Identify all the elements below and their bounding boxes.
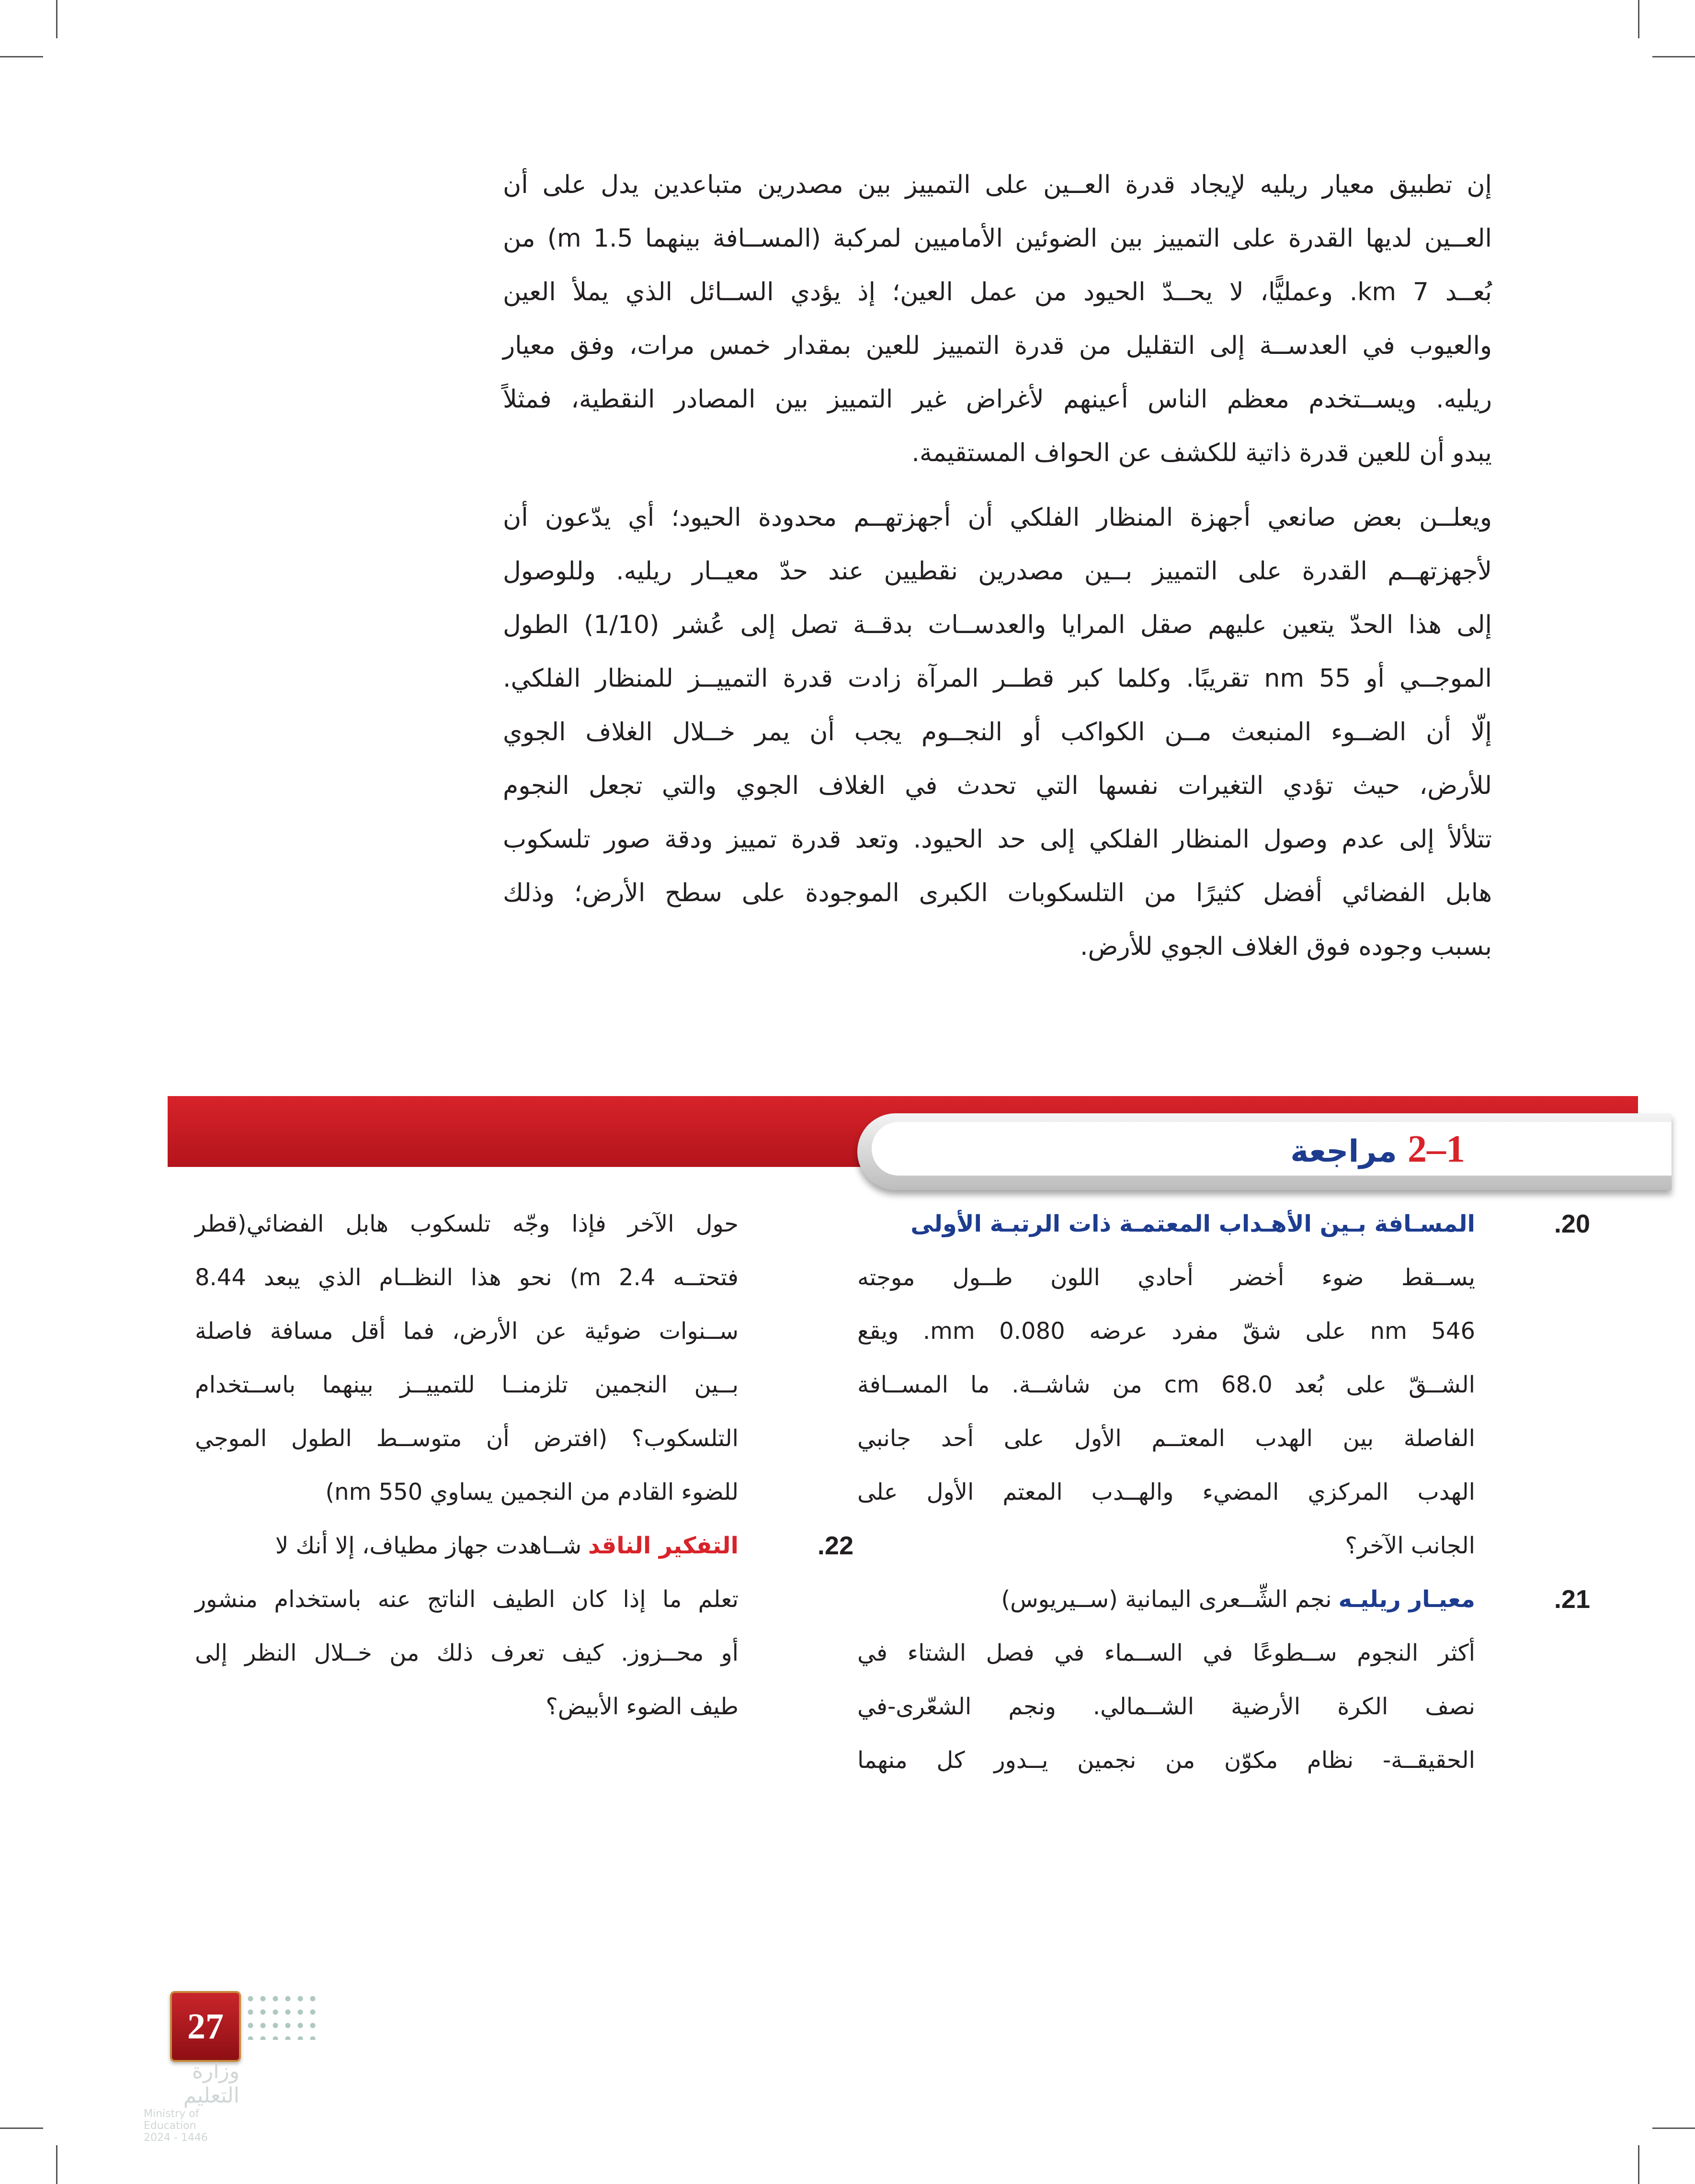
text-line: العــين لديها القدرة على التمييز بين الضوئين الأماميين لمركبة (المســافة بينهما 1.5 m) من	[503, 224, 1492, 253]
logo-subtext: Ministry of Education	[144, 2108, 199, 2132]
text-line: هابل الفضائي أفضل كثيرًا من التلسكوبات الكبرى الموجودة على سطح الأرض؛ وذلك	[503, 879, 1492, 907]
text-line: بــين النجمين تلزمنــا للتمييــز بينهما باســتخدام	[195, 1371, 739, 1398]
question-number: 22.	[817, 1531, 853, 1560]
text-line: طيف الضوء الأبيض؟	[546, 1693, 739, 1720]
text-line: إن تطبيق معيار ريليه لإيجاد قدرة العــين على التمييز بين مصدرين متباعدين يدل على أن	[503, 170, 1492, 199]
page-number-badge	[170, 1991, 241, 2062]
question-label: معيـار ريليـه	[1338, 1586, 1475, 1613]
question-22-header	[195, 1519, 853, 1573]
body-paragraph-1	[503, 158, 1492, 480]
text-line: الفاصلة بين الهدب المعتــم الأول على أحد جانبي	[857, 1425, 1475, 1452]
question-number: 20.	[1554, 1210, 1590, 1238]
text-line: الحقيقــة- نظام مكوّن من نجمين يــدور كل منهما	[857, 1747, 1475, 1774]
text-line: للأرض، حيث تؤدي التغيرات نفسها التي تحدث في الغلاف الجوي والتي تجعل النجوم	[503, 771, 1492, 800]
section-number: 1–2	[1408, 1128, 1465, 1170]
question-label: التفكير الناقد	[588, 1532, 739, 1559]
text-line: ويعلــن بعض صانعي أجهزة المنظار الفلكي أن أجهزتهــم محدودة الحيود؛ أي يدّعون أن	[503, 503, 1492, 532]
crop-mark	[1652, 2127, 1695, 2129]
text-line: تتلألأ إلى عدم وصول المنظار الفلكي إلى حد الحيود. وتعد قدرة تمييز ودقة صور تلسكوب	[503, 825, 1492, 854]
text-line: الشــقّ على بُعد 68.0 cm من شاشــة. ما المســافة	[857, 1371, 1475, 1398]
review-column-left	[195, 1197, 853, 1733]
logo-text: وزارة التعليم	[183, 2059, 239, 2108]
text-line: شــاهدت جهاز مطياف، إلا أنك لا	[275, 1532, 582, 1559]
text-line: للضوء القادم من النجمين يساوي 550 nm)	[325, 1479, 739, 1505]
text-line: يبدو أن للعين قدرة ذاتية للكشف عن الحواف المستقيمة.	[911, 439, 1492, 467]
text-line: ريليه. ويســتخدم معظم الناس أعينهم لأغراض غير التمييز بين المصادر النقطية، فمثلاً	[503, 385, 1492, 414]
ministry-logo	[144, 2059, 239, 2144]
text-line: تعلم ما إذا كان الطيف الناتج عنه باستخدام منشور	[195, 1586, 739, 1613]
text-line: والعيوب في العدســة إلى التقليل من قدرة التمييز للعين بمقدار خمس مرات، وفق معيار	[503, 331, 1492, 360]
text-line: الهدب المركزي المضيء والهــدب المعتم الأول على	[857, 1479, 1475, 1505]
text-line: نصف الكرة الأرضية الشــمالي. ونجم الشعّرى-في	[857, 1693, 1475, 1720]
ministry-logo-dots-icon	[244, 1992, 316, 2040]
text-line: نجم الشِّــعرى اليمانية (ســيريوس)	[1001, 1586, 1332, 1613]
review-column-right	[857, 1197, 1590, 1787]
logo-year: 2024 - 1446	[144, 2132, 208, 2144]
crop-mark	[56, 0, 57, 38]
crop-mark	[0, 56, 43, 57]
text-line: الموجــي أو 55 nm تقريبًا. وكلما كبر قطــر المرآة زادت قدرة التمييــز للمنظار الفلكي.	[503, 664, 1492, 693]
crop-mark	[1652, 56, 1695, 57]
body-paragraph-2	[503, 491, 1492, 973]
question-20-header	[857, 1197, 1590, 1251]
text-line: 546 nm على شقّ مفرد عرضه 0.080 mm. ويقع	[857, 1318, 1475, 1345]
text-line: يســقط ضوء أخضر أحادي اللون طــول موجته	[857, 1264, 1475, 1291]
text-line: إلّا أن الضــوء المنبعث مــن الكواكب أو النجــوم يجب أن يمر خــلال الغلاف الجوي	[503, 718, 1492, 747]
text-line: الجانب الآخر؟	[1345, 1532, 1475, 1559]
text-line: التلسكوب؟ (افترض أن متوســط الطول الموجي	[195, 1425, 739, 1452]
crop-mark	[56, 2145, 57, 2184]
page-number: 27	[187, 2006, 224, 2047]
text-line: إلى هذا الحدّ يتعين عليهم صقل المرايا والعدســات بدقــة تصل إلى عُشر (1/10) الطول	[503, 611, 1492, 639]
text-line: لأجهزتهــم القدرة على التمييز بــين مصدرين نقطيين عند حدّ معيــار ريليه. وللوصول	[503, 557, 1492, 586]
crop-mark	[1638, 2145, 1639, 2184]
text-line: بُعــد 7 km. وعمليًّا، لا يحــدّ الحيود من عمل العين؛ إذ يؤدي الســائل الذي يملأ العين	[503, 278, 1492, 306]
text-line: أو محــزوز. كيف تعرف ذلك من خــلال النظر إلى	[195, 1640, 739, 1666]
review-header-tab	[857, 1113, 1672, 1190]
text-line: ســنوات ضوئية عن الأرض، فما أقل مسافة فاصلة	[195, 1318, 739, 1345]
text-line: فتحتــه 2.4 m) نحو هذا النظــام الذي يبعد 8.44	[195, 1264, 739, 1291]
review-title	[1290, 1128, 1465, 1171]
crop-mark	[1638, 0, 1639, 38]
crop-mark	[0, 2127, 43, 2129]
text-line: بسبب وجوده فوق الغلاف الجوي للأرض.	[1080, 932, 1492, 961]
text-line: أكثر النجوم ســطوعًا في الســماء في فصل الشتاء في	[857, 1640, 1475, 1666]
section-title: مراجعة	[1290, 1134, 1397, 1169]
question-number: 21.	[1554, 1585, 1590, 1614]
text-line: حول الآخر فإذا وجّه تلسكوب هابل الفضائي(قطر	[195, 1211, 739, 1237]
question-21-header	[857, 1573, 1590, 1626]
question-label: المسـافة بـين الأهـداب المعتمـة ذات الرتبـة الأولى	[910, 1211, 1475, 1237]
